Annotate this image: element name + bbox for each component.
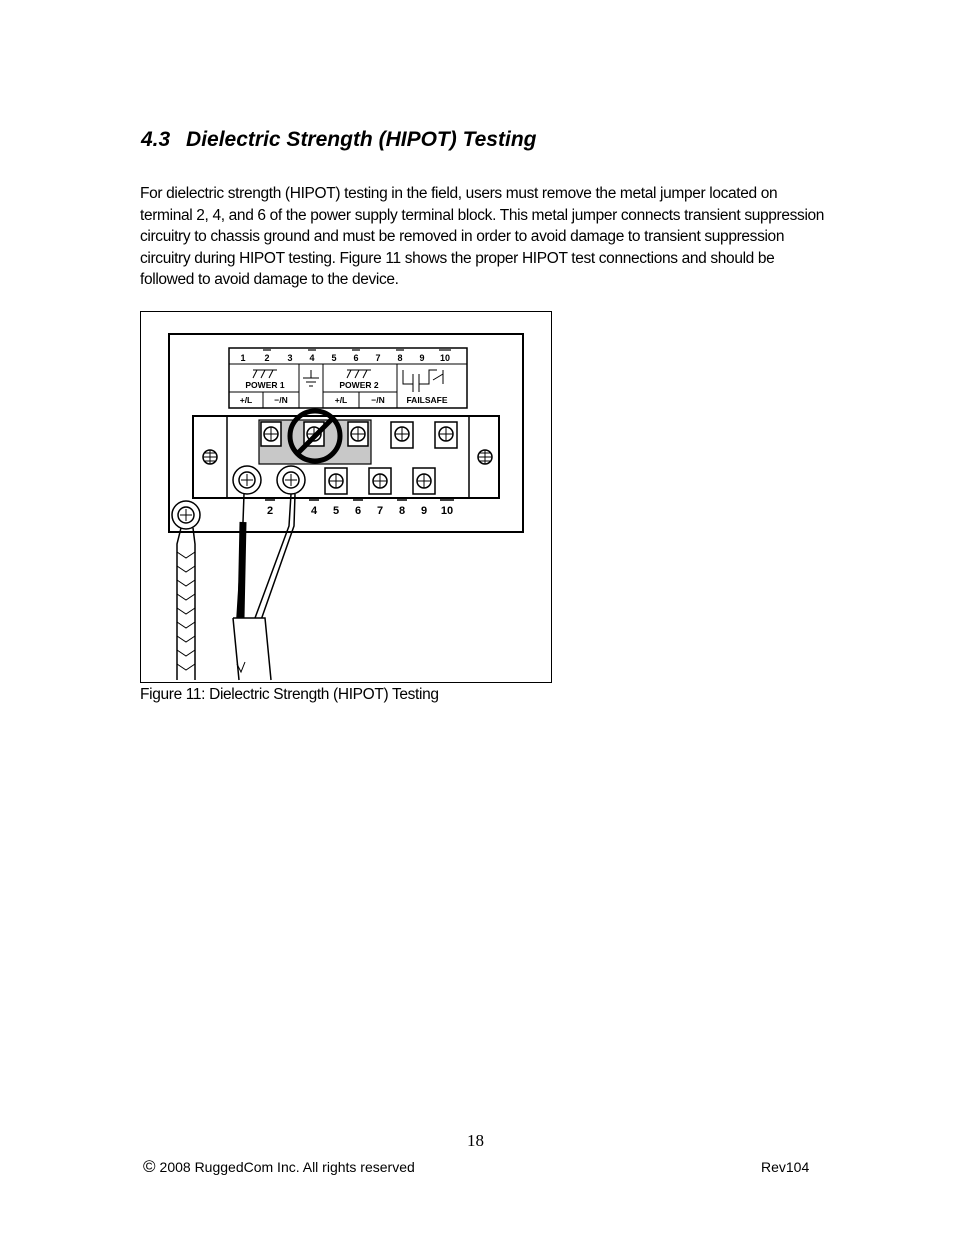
mount-screw-left-icon xyxy=(203,450,217,464)
top-number-2: 2 xyxy=(264,353,270,363)
revision-label: Rev104 xyxy=(761,1159,810,1175)
ground-lug-icon xyxy=(172,501,200,529)
top-number-3: 3 xyxy=(287,353,293,363)
top-number-1: 1 xyxy=(240,353,246,363)
terminal-block-diagram xyxy=(141,312,551,682)
screw-terminal-6-icon xyxy=(348,422,368,446)
failsafe-label: FAILSAFE xyxy=(406,395,448,405)
top-number-10: 10 xyxy=(439,353,451,363)
bottom-number-6: 6 xyxy=(354,505,362,517)
copyright-symbol: © xyxy=(143,1157,156,1176)
screw-terminal-10-icon xyxy=(435,422,457,448)
ring-lug-right-icon xyxy=(277,466,305,494)
top-number-7: 7 xyxy=(375,353,381,363)
bottom-number-7: 7 xyxy=(376,505,384,517)
top-number-6: 6 xyxy=(353,353,359,363)
power2-label: POWER 2 xyxy=(339,380,379,390)
screw-terminal-8-icon xyxy=(391,422,413,448)
top-number-9: 9 xyxy=(419,353,425,363)
copyright-text: 2008 RuggedCom Inc. All rights reserved xyxy=(159,1159,415,1175)
top-number-8: 8 xyxy=(397,353,403,363)
section-number: 4.3 xyxy=(141,128,171,151)
hipot-figure xyxy=(140,311,552,683)
figure-caption: Figure 11: Dielectric Strength (HIPOT) Testing xyxy=(140,686,439,703)
screw-terminal-5-icon xyxy=(325,468,347,494)
top-number-4: 4 xyxy=(309,353,315,363)
ground-wire xyxy=(177,528,195,680)
screw-terminal-9-icon xyxy=(413,468,435,494)
bottom-number-8: 8 xyxy=(398,505,406,517)
bottom-number-5: 5 xyxy=(332,505,340,517)
bottom-number-9: 9 xyxy=(420,505,428,517)
screw-terminal-7-icon xyxy=(369,468,391,494)
section-title: Dielectric Strength (HIPOT) Testing xyxy=(186,128,537,151)
section-heading xyxy=(141,128,536,152)
bottom-number-2: 2 xyxy=(266,505,274,517)
power1-positive-label: +/L xyxy=(239,395,253,405)
page-number: 18 xyxy=(467,1131,484,1150)
copyright-notice xyxy=(143,1157,415,1177)
bottom-number-10: 10 xyxy=(440,505,454,517)
screw-terminal-2-icon xyxy=(261,422,281,446)
power1-label: POWER 1 xyxy=(245,380,285,390)
top-number-5: 5 xyxy=(331,353,337,363)
body-paragraph: For dielectric strength (HIPOT) testing in the field, users must remove the metal jumper located on terminal 2, 4, and 6 of the power supply terminal block. This metal jumper connects transient suppression circuitry to chassis ground and must be removed in order to avoid damage to transient suppression circuitry during HIPOT testing. Figure 11 shows the proper HIPOT test connections and should be followed to avoid damage to the device. xyxy=(140,185,825,289)
bottom-number-4: 4 xyxy=(310,505,318,517)
power2-positive-label: +/L xyxy=(334,395,348,405)
ring-lug-left-icon xyxy=(233,466,261,494)
power2-negative-label: −/N xyxy=(371,395,385,405)
power1-negative-label: −/N xyxy=(274,395,288,405)
mount-screw-right-icon xyxy=(478,450,492,464)
